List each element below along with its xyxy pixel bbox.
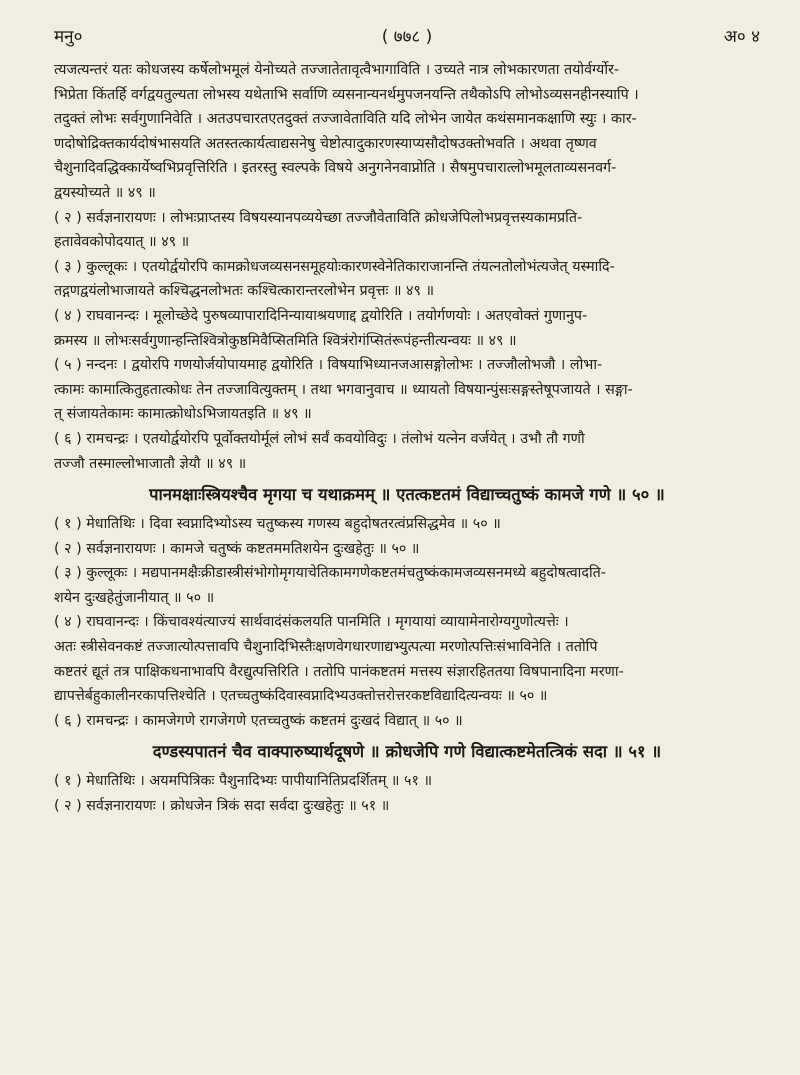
header-left: मनु० <box>54 27 83 47</box>
verse-51: दण्डस्यपातनं चैव वाक्पारुष्यार्थदूषणे ॥ क्रोधजेपि गणे विद्यात्कष्टमेतत्त्रिकं सदा ॥ ५१ ॥ <box>152 742 662 762</box>
intro-paragraph <box>54 58 760 206</box>
text-line: णदोषोद्रिक्तकार्यदोषंभासयति अतस्तत्कार्यत्वाद्यसनेषु चेष्टोत्पादुकारणस्याप्यसौदोषउक्तोभवति । अथवा तृष्णव <box>54 135 597 152</box>
page-header <box>54 24 760 48</box>
text-line: ( २ ) सर्वज्ञनारायणः । कामजे चतुष्कं कष्टतममतिशयेन दुःखहेतुः ॥ ५० ॥ <box>54 540 420 557</box>
text-line: हतावेवकोपोदयात् ॥ ४९ ॥ <box>54 234 190 251</box>
text-line: द्यापत्तेर्बहुकालीनरकापत्तिश्चेति । एतच्चतुष्कंदिवास्वप्नादिभ्यउक्तोत्तरोत्तरकष्टविद्यादित्यन्वयः ॥ ५० ॥ <box>54 688 548 705</box>
text-line: त्यजत्यन्तरं यतः कोधजस्य कर्षेलोभमूलं येनोच्यते तज्जातेतावृत्वैभागाविति । उच्यते नात्र लोभकारणता तयोर्वर्ग्योर- <box>54 62 620 78</box>
text-line: त्कामः कामात्कितुहतात्कोधः तेन तज्जावित्युक्तम् । तथा भगवानुवाच ॥ ध्यायतो विषयान्पुंसःसङ्गस्तेषूपजायते । सङ्गा- <box>54 381 633 398</box>
header-right: अ० ४ <box>723 27 760 47</box>
text-line: ( ३ ) कुल्लूकः । एतयोर्द्वयोरपि कामक्रोधजव्यसनसमूहयोःकारणस्वेनेतिकाराजानन्ति तंयत्नतोलोभंत्यजेत् यस्मादि- <box>54 258 615 275</box>
text-line: ( ३ ) कुल्लूकः । मद्यपानमक्षैःक्रीडास्त्रीसंभोगोमृगयाचेतिकामगणेकष्टतमंचतुष्कंकामजव्यसनमध्ये बहुदोषत्वादति- <box>54 565 606 582</box>
text-line: ( ६ ) रामचन्द्रः । एतयोर्द्वयोरपि पूर्वोक्तयोर्मूलं लोभं सर्वं कवयोविदुः । तंलोभं यत्नेन वर्जयेत् । उभौ तौ गणौ <box>54 430 585 447</box>
text-line: ( २ ) सर्वज्ञनारायणः । लोभःप्राप्तस्य विषयस्यानपव्ययेच्छा तज्जौवेताविति क्रोधजेपिलोभप्रवृत्तस्यकामप्रति- <box>54 209 583 226</box>
text-line: भिप्रेता किंतर्हि वर्गद्वयतुल्यता लोभस्य यथेताभि सर्वाणि व्यसनान्यनर्थमुपजनयन्ति तथैकोऽपि लोभोऽव्यसनहीनस्यापि । <box>54 86 639 103</box>
text-line: ( ४ ) राघवानन्दः । किंचावश्यंत्याज्यं सार्थवादंसंकलयति पानमिति । मृगयायां व्यायामेनारोग्यगुणोत्यत्तेः । <box>54 614 569 631</box>
verse-50: पानमक्षाःस्त्रियश्चैव मृगया च यथाक्रमम् ॥ एतत्कष्टतमं विद्याच्चतुष्कं कामजे गणे ॥ ५० ॥ <box>149 485 665 505</box>
text-line: ( १ ) मेधातिथिः । अयमपित्रिकः पैशुनादिभ्यः पापीयानितिप्रदर्शितम् ॥ ५१ ॥ <box>54 773 433 790</box>
text-line: चैशुनादिवद्धिक्कार्येष्वभिप्रवृत्तिरिति । इतरस्तु स्वल्पके विषये अनुगनेनवाप्नोति । सैषमुपचारात्लोभमूलताव्यसनवर्ग- <box>54 160 617 177</box>
commentaries-verse-49 <box>54 206 760 477</box>
text-line: तज्जौ तस्माल्लोभाजातौ ज्ञेयौ ॥ ४९ ॥ <box>54 455 247 472</box>
text-line: त् संजायतेकामः कामात्क्रोधोऽभिजायतइति ॥ ४९ ॥ <box>54 406 312 423</box>
text-line: क्रमस्य ॥ लोभःसर्वगुणान्हन्तिश्वित्रोकुष्ठमिवैप्सितमिति श्वित्रंरोगंप्सितंरूपंहन्तीत्यन्वयः ॥ ४९ ॥ <box>54 332 517 349</box>
text-line: द्वयस्योच्यते ॥ ४९ ॥ <box>54 184 156 201</box>
text-line: ( ६ ) रामचन्द्रः । कामजेगणे रागजेगणे एतच्चतुष्कं कष्टतमं दुःखदं विद्यात् ॥ ५० ॥ <box>54 712 463 729</box>
text-line: ( ५ ) नन्दनः । द्वयोरपि गणयोर्जयोपायमाह द्वयोरिति । विषयाभिध्यानजआसङ्गोलोभः । तज्जौलोभजौ । लोभा- <box>54 357 603 374</box>
text-line: अतः स्त्रीसेवनकष्टं तज्जात्योत्पत्तावपि चैशुनादिभिस्तैःक्षणवेगधारणाद्यभ्युत्पत्या मरणोत्पत्तिःसंभाविनेति । ततोपि <box>54 639 598 656</box>
page-number: ( ७७८ ) <box>381 27 433 47</box>
text-line: तदुक्तं लोभः सर्वगुणानिवेति । अतउपचारतएतदुक्तं तज्जावेताविति यदि लोभेन जायेत कथंसमानकक्षाणि स्युः । कार- <box>54 111 637 128</box>
commentaries-verse-51 <box>54 769 760 818</box>
text-line: शयेन दुःखहेतुंजानीयात् ॥ ५० ॥ <box>54 589 215 606</box>
text-line: ( २ ) सर्वज्ञनारायणः । क्रोधजेन त्रिकं सदा सर्वदा दुःखहेतुः ॥ ५१ ॥ <box>54 798 390 815</box>
text-line: कष्टतरं द्यूतं तत्र पाक्षिकधनाभावपि वैरद्युत्पत्तिरिति । ततोपि पानंकष्टतमं मत्तस्य संज्ञारहिततया विषपानादिना मरणा- <box>54 663 624 680</box>
text-line: तद्गणद्वयंलोभाजायते कश्चिद्धनलोभतः कश्चित्कारान्तरलोभेन प्रवृत्तः ॥ ४९ ॥ <box>54 283 435 300</box>
commentaries-verse-50 <box>54 512 760 733</box>
text-line: ( १ ) मेधातिथिः । दिवा स्वप्नादिभ्योऽस्य चतुष्कस्य गणस्य बहुदोषतरत्वंप्रसिद्धमेव ॥ ५० ॥ <box>54 516 501 533</box>
text-line: ( ४ ) राघवानन्दः । मूलोच्छेदे पुरुषव्यापारादिनिन्यायाश्रयणाद्द द्वयोरिति । तयोर्गणयोः । अतएवोक्तं गुणानुप- <box>54 307 588 324</box>
page-body <box>54 58 760 819</box>
